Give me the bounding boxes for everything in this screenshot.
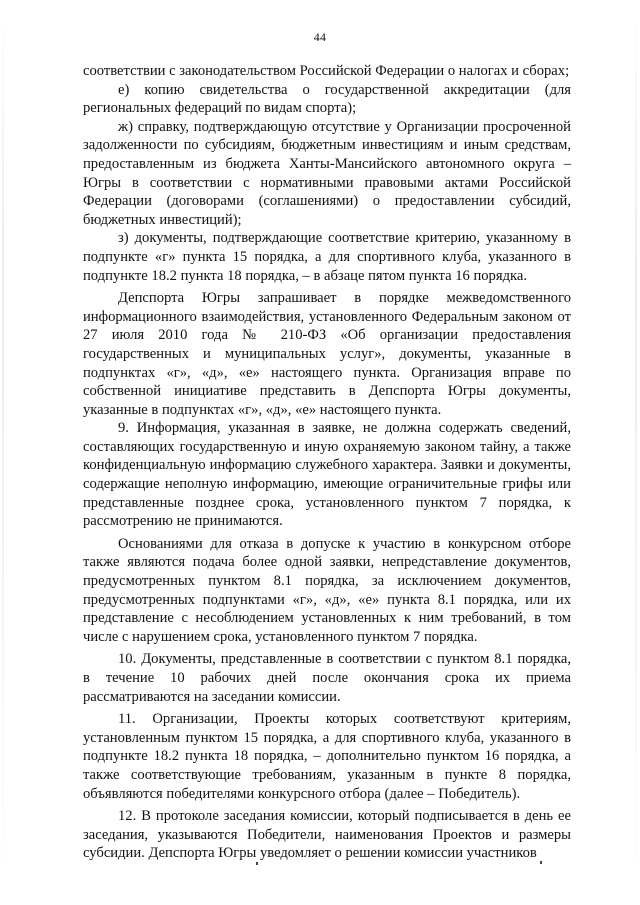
paragraph-item-zh: ж) справку, подтверждающую отсутствие у Организации просроченной задолженности по субсидиям, бюджетным инвестициям и иным средствам, предоставленным из бюджета Ханты-Мансийского автономного округа – Югры в соответствии с нормативными правовыми актами Российской Федерации (договорами (соглашениями) о предоставлении субсидий, бюджетных инвестиций);: [83, 118, 571, 228]
paragraph-item-e: е) копию свидетельства о государственной аккредитации (для региональных федераций по видам спорта);: [83, 81, 571, 117]
page-number: 44: [313, 30, 327, 44]
paragraph-clause-10: 10. Документы, представленные в соответствии с пунктом 8.1 порядка, в течение 10 рабочих дней после окончания срока их приема рассматриваются на заседании комиссии.: [83, 651, 571, 705]
scan-speck: [540, 861, 542, 864]
paragraph-continuation: соответствии с законодательством Российской Федерации о налогах и сборах;: [83, 63, 570, 79]
paragraph-clause-11: 11. Организации, Проекты которых соответствуют критериям, установленным пунктом 15 порядка, а для спортивного клуба, указанного в подпункте 18.2 пункта 18 порядка, – дополнительно пунктом 16 порядка, а также соответствующие требованиям, указанным в пункте 8 порядка, объявляются победителями конкурсного отбора (далее – Победитель).: [83, 711, 571, 802]
paragraph-clause-12: 12. В протоколе заседания комиссии, который подписывается в день ее заседания, указываются Победители, наименования Проектов и размеры субсидии. Депспорта Югры уведомляет о решении комиссии участников: [83, 808, 571, 862]
paragraph-item-z: з) документы, подтверждающие соответствие критерию, указанному в подпункте «г» пункта 15 порядка, а для спортивного клуба, указанного в подпункте 18.2 пункта 18 порядка, – в абзаце пятом пункта 16 порядка.: [83, 230, 571, 284]
scan-edge-left: [2, 0, 4, 905]
scan-speck: [256, 862, 258, 865]
paragraph-depsporta-request: Депспорта Югры запрашивает в порядке межведомственного информационного взаимодействия, установленного Федеральным законом от 27 июля 2010 года № 210-ФЗ «Об организации предоставления государственных и муниципальных услуг», документы, указанные в подпунктах «г», «д», «е» настоящего пункта. Организация вправе по собственной инициативе представить в Депспорта Югры документы, указанные в подпунктах «г», «д», «е» настоящего пункта.: [83, 290, 571, 418]
document-body: [83, 62, 571, 863]
paragraph-clause-9: 9. Информация, указанная в заявке, не должна содержать сведений, составляющих государственную и иную охраняемую законом тайну, а также конфиденциальную информацию служебного характера. Заявки и документы, содержащие неполную информацию, имеющие ограничительные грифы или представленные позднее срока, установленного пунктом 7 порядка, к рассмотрению не принимаются.: [83, 420, 571, 530]
scan-edge-right: [635, 0, 637, 905]
paragraph-refusal-grounds: Основаниями для отказа в допуске к участию в конкурсном отборе также являются подача более одной заявки, непредставление документов, предусмотренных пунктом 8.1 порядка, за исключением документов, предусмотренных подпунктами «г», «д», «е» пункта 8.1 порядка, или их представление с несоблюдением установленных к ним требований, в том числе с нарушением срока, установленного пунктом 7 порядка.: [83, 535, 571, 645]
